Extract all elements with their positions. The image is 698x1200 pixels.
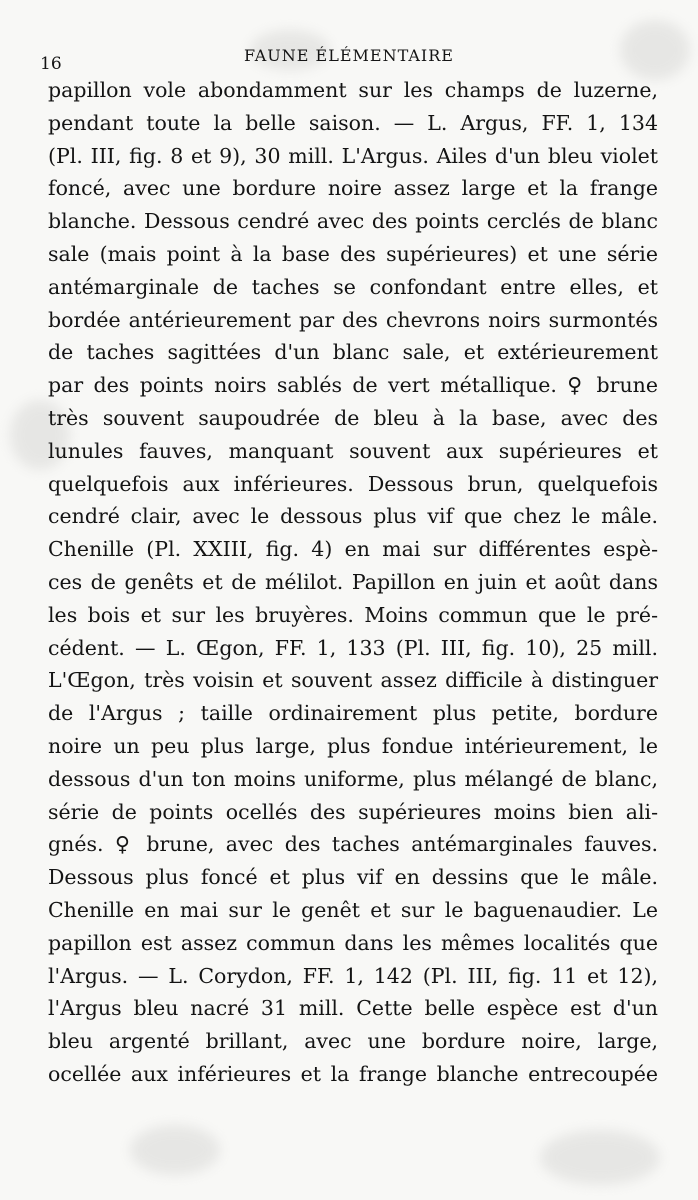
text-line: foncé, avec une bordure noire assez large et la frange bbox=[48, 176, 658, 201]
text-line: l'Argus bleu nacré 31 mill. Cette belle espèce est d'un bbox=[48, 996, 658, 1021]
text-line: sale (mais point à la base des supérieures) et une série bbox=[48, 241, 658, 266]
text-line: de l'Argus ; taille ordinairement plus petite, bordure bbox=[48, 701, 658, 726]
text-line: de taches sagittées d'un blanc sale, et extérieurement bbox=[48, 340, 658, 365]
text-line: gnés. ♀ brune, avec des taches antémarginales fauves. bbox=[48, 832, 658, 857]
text-line: cendré clair, avec le dessous plus vif que chez le mâle. bbox=[48, 504, 658, 529]
text-line: Chenille en mai sur le genêt et sur le baguenaudier. Le bbox=[48, 897, 658, 922]
running-title: FAUNE ÉLÉMENTAIRE bbox=[244, 46, 454, 65]
text-line: blanche. Dessous cendré avec des points cerclés de blanc bbox=[48, 209, 658, 234]
text-line: bordée antérieurement par des chevrons noirs surmontés bbox=[48, 307, 658, 332]
text-line: les bois et sur les bruyères. Moins commun que le pré- bbox=[48, 602, 658, 627]
text-line: (Pl. III, fig. 8 et 9), 30 mill. L'Argus. Ailes d'un bleu violet bbox=[48, 143, 658, 168]
text-line: par des points noirs sablés de vert métallique. ♀ brune bbox=[48, 373, 658, 398]
text-line: noire un peu plus large, plus fondue intérieurement, le bbox=[48, 733, 658, 758]
text-line: ces de genêts et de mélilot. Papillon en juin et août dans bbox=[48, 569, 658, 594]
text-line: antémarginale de taches se confondant entre elles, et bbox=[48, 274, 658, 299]
text-line: papillon est assez commun dans les mêmes localités que bbox=[48, 930, 658, 955]
text-line: ocellée aux inférieures et la frange blanche entrecoupée bbox=[48, 1061, 658, 1086]
text-line: pendant toute la belle saison. — L. Argus, FF. 1, 134 bbox=[48, 110, 658, 135]
text-line: quelquefois aux inférieures. Dessous brun, quelquefois bbox=[48, 471, 658, 496]
body-text bbox=[48, 74, 658, 1091]
page-number: 16 bbox=[40, 54, 62, 74]
text-line: bleu argenté brillant, avec une bordure noire, large, bbox=[48, 1029, 658, 1054]
text-line: papillon vole abondamment sur les champs de luzerne, bbox=[48, 78, 658, 102]
text-line: dessous d'un ton moins uniforme, plus mélangé de blanc, bbox=[48, 766, 658, 791]
page-header bbox=[40, 44, 658, 72]
text-line: l'Argus. — L. Corydon, FF. 1, 142 (Pl. III, fig. 11 et 12), bbox=[48, 963, 658, 988]
text-line: L'Œgon, très voisin et souvent assez difficile à distinguer bbox=[48, 668, 658, 693]
text-line: Chenille (Pl. XXIII, fig. 4) en mai sur différentes espè- bbox=[48, 537, 658, 562]
text-line: très souvent saupoudrée de bleu à la base, avec des bbox=[48, 405, 658, 430]
text-line: Dessous plus foncé et plus vif en dessins que le mâle. bbox=[48, 865, 658, 890]
text-line: lunules fauves, manquant souvent aux supérieures et bbox=[48, 438, 658, 463]
text-line: cédent. — L. Œgon, FF. 1, 133 (Pl. III, fig. 10), 25 mill. bbox=[48, 635, 658, 660]
text-line: série de points ocellés des supérieures moins bien ali- bbox=[48, 799, 658, 824]
